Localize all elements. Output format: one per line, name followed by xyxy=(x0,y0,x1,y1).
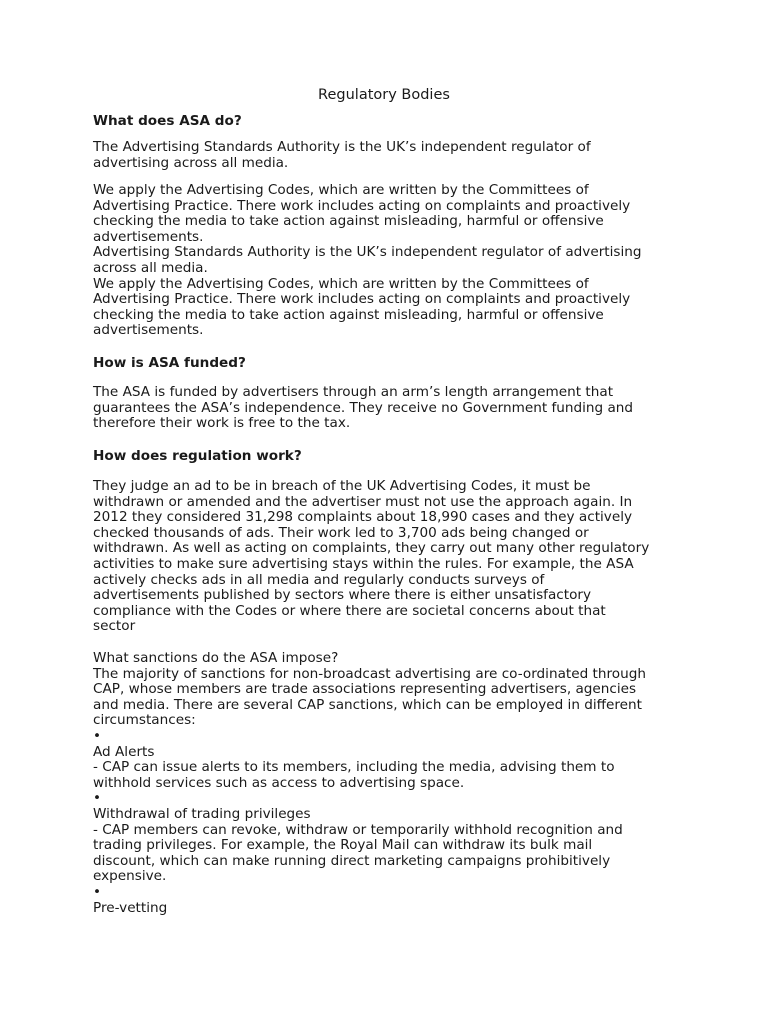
regulation-heading: How does regulation work? xyxy=(93,448,302,464)
page-title: Regulatory Bodies xyxy=(318,87,450,103)
funded-heading: How is ASA funded? xyxy=(93,355,246,371)
asa-intro-paragraph: The Advertising Standards Authority is the UK’s independent regulator of advertising across all media. xyxy=(93,139,591,171)
asa-codes-paragraph: We apply the Advertising Codes, which are written by the Committees of Advertising Practice. There work includes acting on complaints and proactively checking the media to take action against misleading, harmful or offensive advertisements. Advertising Standards Authority is the UK’s independent regulator of advertising across all media. We apply the Advertising Codes, which are written by the Committees of Advertising Practice. There work includes acting on complaints and proactively checking the media to take action against misleading, harmful or offensive advertisements. xyxy=(93,182,642,339)
asa-heading: What does ASA do? xyxy=(93,113,242,129)
funded-paragraph: The ASA is funded by advertisers through an arm’s length arrangement that guarantees the ASA’s independence. They receive no Government funding and therefore their work is free to the tax. xyxy=(93,384,634,432)
sanctions-paragraph: What sanctions do the ASA impose? The majority of sanctions for non-broadcast advertising are co-ordinated through CAP, whose members are trade associations representing advertisers, agencies and media. There are several CAP sanctions, which can be employed in different circumstances: • Ad Alerts - CAP can issue alerts to its members, including the media, advising them to withhold services such as access to advertising space. • Withdrawal of trading privileges - CAP members can revoke, withdraw or temporarily withhold recognition and trading privileges. For example, the Royal Mail can withdraw its bulk mail discount, which can make running direct marketing campaigns prohibitively expensive. • Pre-vetting xyxy=(93,650,646,916)
regulation-paragraph: They judge an ad to be in breach of the UK Advertising Codes, it must be withdrawn or amended and the advertiser must not use the approach again. In 2012 they considered 31,298 complaints about 18,990 cases and they actively checked thousands of ads. Their work led to 3,700 ads being changed or withdrawn. As well as acting on complaints, they carry out many other regulatory activities to make sure advertising stays within the rules. For example, the ASA actively checks ads in all media and regularly conducts surveys of advertisements published by sectors where there is either unsatisfactory compliance with the Codes or where there are societal concerns about that sector xyxy=(93,478,650,635)
